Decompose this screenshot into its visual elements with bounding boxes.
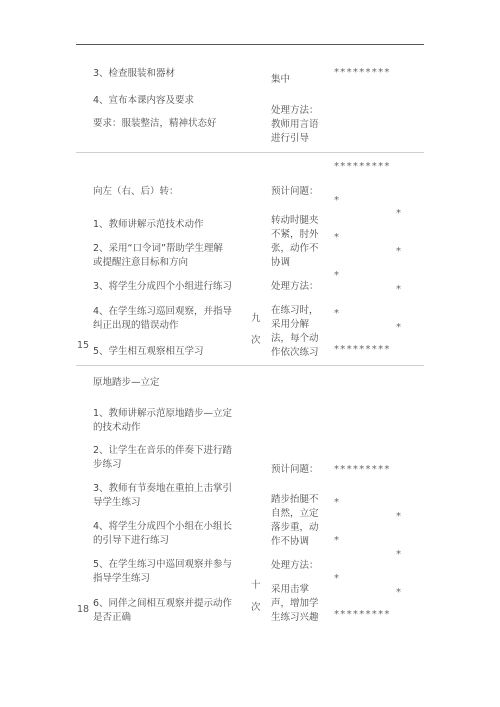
- block3-item-3: 3、教师有节奏地在重拍上击掌引: [93, 483, 233, 494]
- star-row: *********: [334, 609, 391, 620]
- block2-item-3: 3、将学生分成四个小组进行练习: [93, 281, 233, 292]
- block3-item-6: 6、同伴之间相互观察并提示动作: [93, 598, 233, 609]
- star-mark: *: [396, 511, 401, 522]
- block3-item-1: 1、教师讲解示范原地踏步—立定: [93, 408, 233, 419]
- block3-count-2: 次: [251, 602, 261, 613]
- row-divider: [76, 365, 424, 366]
- block2-count-1: 九: [251, 313, 261, 324]
- row-divider: [76, 152, 424, 153]
- block1-line-3: 要求：服装整洁，精神状态好: [93, 118, 217, 129]
- block2-predict-1: 转动时腿夹: [271, 215, 319, 226]
- star-row: *********: [334, 464, 391, 475]
- block3-item-1-cont: 的技术动作: [93, 422, 141, 433]
- block3-item-2-cont: 步练习: [93, 459, 122, 470]
- star-mark: *: [334, 308, 339, 319]
- block2-count-2: 次: [251, 335, 261, 346]
- star-mark: *: [396, 246, 401, 257]
- block2-predict-2: 不紧，肘外: [271, 229, 319, 240]
- block2-time: 15: [77, 340, 90, 351]
- star-mark: *: [396, 322, 401, 333]
- block2-method-label: 处理方法：: [271, 281, 319, 292]
- block3-predict-3: 落步重，动: [271, 522, 319, 533]
- block3-predict-4: 作不协调: [271, 536, 310, 547]
- star-row: *********: [334, 67, 391, 78]
- block3-item-5-cont: 指导学生练习: [93, 573, 151, 584]
- top-rule: [76, 44, 424, 45]
- star-mark: *: [334, 497, 339, 508]
- block3-predict-1: 踏步抬腿不: [271, 494, 319, 505]
- block1-method-line-1: 教师用言语: [271, 119, 319, 130]
- block1-method-line-2: 进行引导: [271, 133, 310, 144]
- star-mark: *: [396, 587, 401, 598]
- star-row: *********: [334, 161, 391, 172]
- block3-item-2: 2、让学生在音乐的伴奏下进行踏: [93, 445, 233, 456]
- block3-method-3: 生练习兴趣: [271, 612, 319, 623]
- block3-item-6-cont: 是否正确: [93, 612, 132, 623]
- star-mark: *: [334, 270, 339, 281]
- block3-time: 18: [77, 604, 90, 615]
- block2-item-2-cont: 或提醒注意目标和方向: [93, 257, 189, 268]
- block3-title: 原地踏步—立定: [93, 377, 160, 388]
- block2-method-4: 作依次练习: [271, 347, 319, 358]
- star-mark: *: [396, 208, 401, 219]
- star-mark: *: [334, 535, 339, 546]
- block1-line-1: 3、检查服装和器材: [93, 68, 176, 79]
- block2-method-2: 采用分解: [271, 319, 310, 330]
- block1-line-2: 4、宣布本课内容及要求: [93, 95, 195, 106]
- star-mark: *: [396, 284, 401, 295]
- block1-organize: 集中: [271, 74, 291, 85]
- block2-item-4: 4、在学生练习巡回观察，并指导: [93, 306, 233, 317]
- block3-method-2: 声，增加学: [271, 598, 319, 609]
- block2-method-1: 在练习时，: [271, 305, 319, 316]
- block2-item-2: 2、采用“口令词”帮助学生理解: [93, 243, 223, 254]
- block2-item-4-cont: 纠正出现的错误动作: [93, 320, 179, 331]
- block2-item-5: 5、学生相互观察相互学习: [93, 346, 204, 357]
- block2-item-1: 1、教师讲解示范技术动作: [93, 219, 204, 230]
- block3-predict-label: 预计问题：: [271, 464, 319, 475]
- block2-method-3: 法，每个动: [271, 333, 319, 344]
- block1-method-label: 处理方法：: [271, 105, 319, 116]
- block3-item-3-cont: 导学生练习: [93, 497, 141, 508]
- block3-method-label: 处理方法：: [271, 560, 319, 571]
- star-mark: *: [334, 232, 339, 243]
- block3-predict-2: 自然，立定: [271, 508, 319, 519]
- star-mark: *: [334, 573, 339, 584]
- block2-predict-4: 协调: [271, 257, 291, 268]
- block3-item-4: 4、将学生分成四个小组在小组长: [93, 521, 233, 532]
- star-row: *********: [334, 344, 391, 355]
- block2-predict-label: 预计问题：: [271, 186, 319, 197]
- star-mark: *: [334, 195, 339, 206]
- block3-count-1: 十: [251, 580, 261, 591]
- block3-item-4-cont: 的引导下进行练习: [93, 535, 170, 546]
- block3-method-1: 采用击掌: [271, 584, 310, 595]
- block2-predict-3: 张，动作不: [271, 243, 319, 254]
- star-mark: *: [396, 549, 401, 560]
- block2-title: 向左（右、后）转：: [93, 186, 179, 197]
- block3-item-5: 5、在学生练习中巡回观察并参与: [93, 559, 233, 570]
